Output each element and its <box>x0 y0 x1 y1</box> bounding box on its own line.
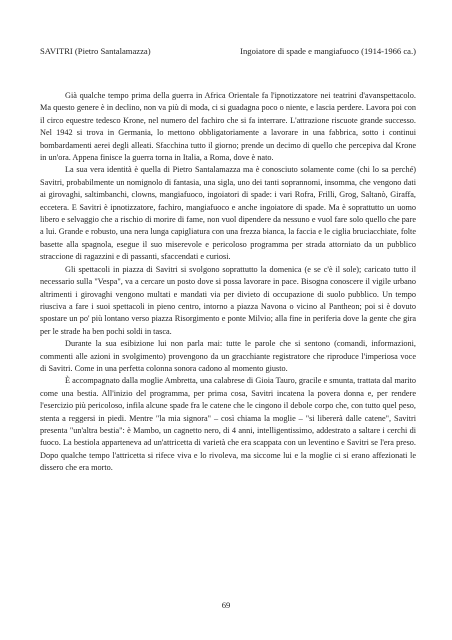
header-author: SAVITRI (Pietro Santalamazza) <box>40 46 151 56</box>
page-number: 69 <box>221 600 231 610</box>
paragraph: Gli spettacoli in piazza di Savitri si svolgono soprattutto la domenica (e se c'è il sole); caricato tutto il necessario sulla "Vespa", va a cercare un posto dove si possa lavorare in pace. Bisogna conoscere il vigile urbano altrimenti i girovaghi vengono multati e mandati via per divieto di occupazione di suolo pubblico. Un tempo riusciva a fare i suoi spettacoli in pieno centro, intorno a piazza Navona o vicino al Pantheon; poi si è dovuto spostare un po' più lontano verso piazza Risorgimento e ponte Milvio; alla fine in periferia dove la gente che gira per le strade ha ben pochi soldi in tasca. <box>40 264 416 336</box>
paragraph: La sua vera identità è quella di Pietro Santalamazza ma è conosciuto solamente come (chi lo sa perché) Savitri, probabilmente un nomignolo di fantasia, una sigla, uno dei tanti soprannomi, insomma, che vengono dati ai girovaghi, saltimbanchi, clowns, mangiafuoco, ingoiatori di spade: i vari Rofra, Frilli, Grog, Saltanò, Giraffa, eccetera. E Savitri è ipnotizzatore, fachiro, mangiafuoco e anche ingoiatore di spade. Ma è soprattutto un uomo libero e selvaggio che a rischio di morire di fame, non vuol dipendere da nessuno e vuol fare solo quello che pare a lui. Grande e robusto, una nera lunga capigliatura con una frezza bianca, la faccia e le ciglia bruciacchiate, folte basette alla spagnola, esegue il suo miserevole e pericoloso programma per strada attorniato da un pubblico straccione di ragazzini e di passanti, sfaccendati e curiosi. <box>40 165 416 262</box>
paragraph: È accompagnato dalla moglie Ambretta, una calabrese di Gioia Tauro, gracile e smunta, trattata dal marito come una bestia. All'inizio del programma, per prima cosa, Savitri incatena la povera donna e, per rendere l'esercizio più pericoloso, infila alcune spade fra le catene che le cingono il debole corpo che, con tutto quel peso, stenta a reggersi in piedi. Mentre "la mia signora" – così chiama la moglie – "si libererà dalle catene", Savitri presenta "un'altra bestia": è Mambo, un cagnetto nero, di 4 anni, intelligentissimo, addestrato a saltare i cerchi di fuoco. La bestiola apparteneva ad un'attricetta di varietà che era scappata con un leventino e Savitri se l'era preso. Dopo qualche tempo l'attricetta si rifece viva e lo rivoleva, ma siccome lui e la moglie ci si erano affezionati le dissero che era morto. <box>40 376 416 473</box>
body-text <box>40 90 416 475</box>
header-title: Ingoiatore di spade e mangiafuoco (1914-1966 ca.) <box>240 46 416 56</box>
paragraph: Durante la sua esibizione lui non parla mai: tutte le parole che si sentono (comandi, informazioni, commenti alle azioni in svolgimento) provengono da un gracchiante registratore che riproduce l'imperiosa voce di Savitri. Come in una perfetta colonna sonora cadono al momento giusto. <box>40 339 416 373</box>
running-header <box>40 46 416 56</box>
paragraph: Già qualche tempo prima della guerra in Africa Orientale fa l'ipnotizzatore nei teatrini d'avanspettacolo. Ma questo genere è in declino, non va più di moda, ci si guadagna poco o niente, e lascia perdere. Lavora poi con il circo equestre tedesco Krone, nel numero del fachiro che si fa interrare. L'attrazione riscuote grande successo. Nel 1942 si trova in Germania, lo mettono obbligatoriamente a lavorare in una fabbrica, sotto i continui bombardamenti aerei degli alleati. Sfacchina tutto il giorno; prende un decimo di quello che percepiva dal Krone in un'ora. Appena finisce la guerra torna in Italia, a Roma, dove è nato. <box>40 91 416 163</box>
